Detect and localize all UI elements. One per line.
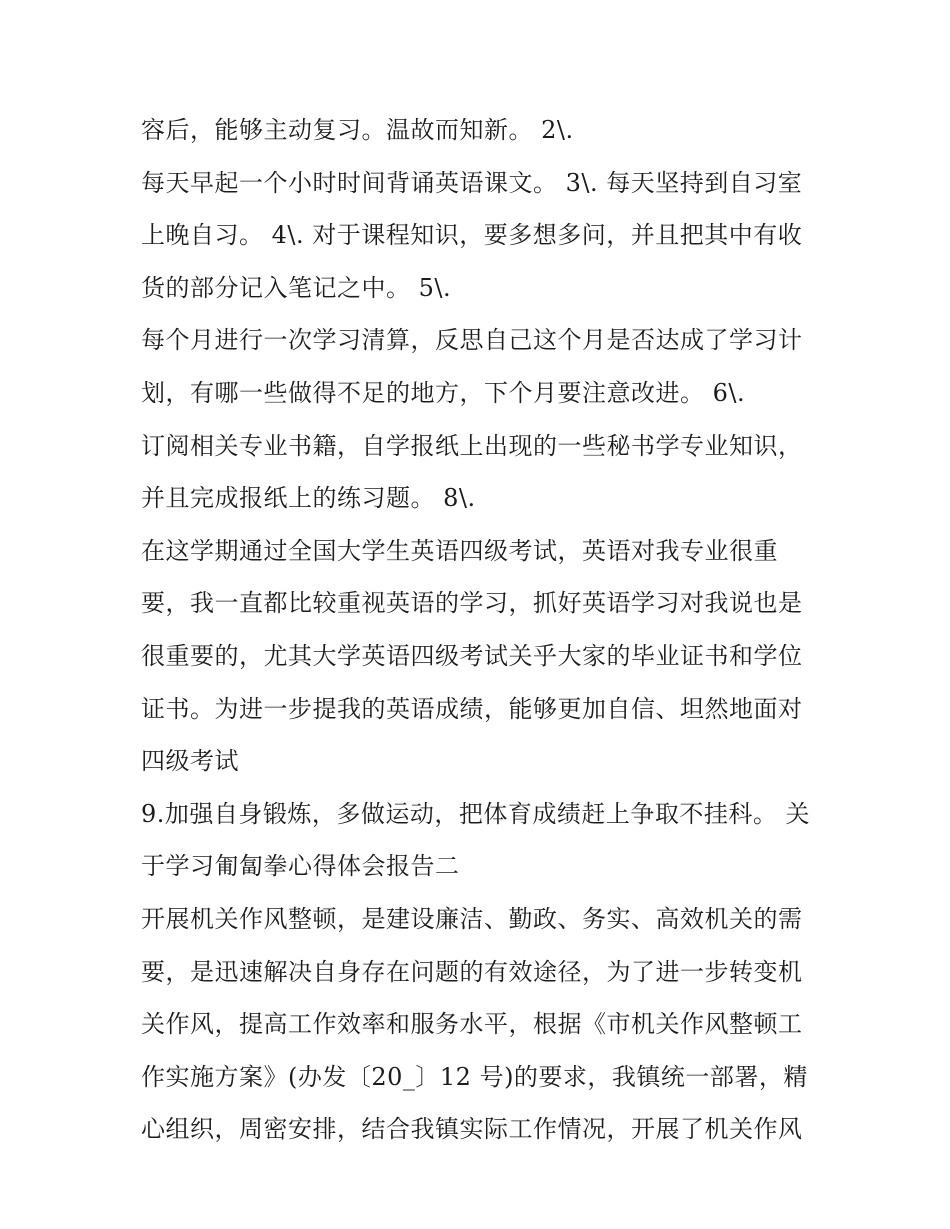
text-line: 证书。为进一步提我的英语成绩，能够更加自信、坦然地面对	[141, 694, 803, 723]
text-line: 在这学期通过全国大学生英语四级考试，英语对我专业很重	[141, 536, 778, 565]
text-line: 上晚自习。 4\. 对于课程知识，要多想多问，并且把其中有收	[141, 221, 803, 250]
text-line: 开展机关作风整顿，是建设廉洁、勤政、务实、高效机关的需	[141, 904, 803, 933]
text-line: 并且完成报纸上的练习题。 8\.	[141, 484, 476, 513]
text-line: 货的部分记入笔记之中。 5\.	[141, 273, 452, 302]
text-line: 容后，能够主动复习。温故而知新。 2\.	[141, 116, 574, 144]
text-line: 划，有哪一些做得不足的地方，下个月要注意改进。 6\.	[141, 378, 746, 407]
text-line: 每天早起一个小时时间背诵英语课文。 3\. 每天坚持到自习室	[141, 168, 803, 197]
text-line: 订阅相关专业书籍，自学报纸上出现的一些秘书学专业知识，	[141, 431, 803, 460]
text-line: 作实施方案》(办发〔20_〕12 号)的要求，我镇统一部署，精	[141, 1062, 808, 1091]
text-line: 关作风，提高工作效率和服务水平，根据《市机关作风整顿工	[141, 1010, 803, 1039]
text-line: 要，我一直都比较重视英语的学习，抓好英语学习对我说也是	[141, 589, 803, 618]
text-line: 于学习匍匐拳心得体会报告二	[141, 852, 460, 881]
text-line: 9.加强自身锻炼，多做运动，把体育成绩赶上争取不挂科。 关	[141, 799, 811, 828]
text-line: 很重要的，尤其大学英语四级考试关乎大家的毕业证书和学位	[141, 641, 803, 670]
text-line: 要，是迅速解决自身存在问题的有效途径，为了进一步转变机	[141, 957, 803, 986]
text-line: 每个月进行一次学习清算，反思自己这个月是否达成了学习计	[141, 326, 803, 355]
body-text	[141, 108, 821, 1160]
text-line: 心组织，周密安排，结合我镇实际工作情况，开展了机关作风	[141, 1115, 803, 1144]
text-line: 四级考试	[141, 747, 239, 776]
